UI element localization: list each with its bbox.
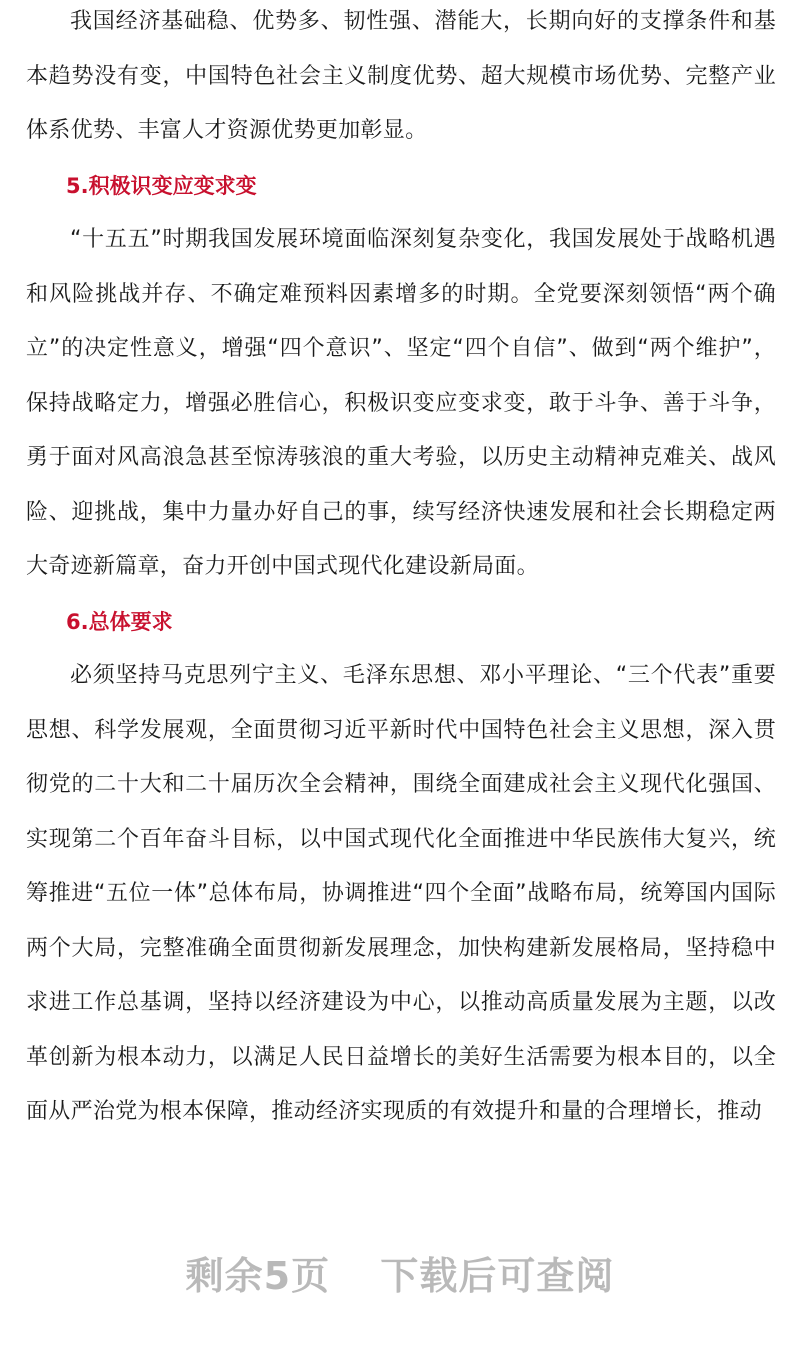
document-body <box>26 0 776 1140</box>
section-heading-6: 6.总体要求 <box>66 609 173 634</box>
remaining-pages-notice[interactable] <box>0 1245 800 1300</box>
section-heading-5: 5.积极识变应变求变 <box>66 173 257 198</box>
paragraph-economy-foundation: 我国经济基础稳、优势多、韧性强、潜能大，长期向好的支撑条件和基本趋势没有变，中国特色社会主义制度优势、超大规模市场优势、完整产业体系优势、丰富人才资源优势更加彰显。 <box>26 9 776 143</box>
paragraph-general-requirements: 必须坚持马克思列宁主义、毛泽东思想、邓小平理论、“三个代表”重要思想、科学发展观，全面贯彻习近平新时代中国特色社会主义思想，深入贯彻党的二十大和二十届历次全会精神，围绕全面建成社会主义现代化强国、实现第二个百年奋斗目标，以中国式现代化全面推进中华民族伟大复兴，统筹推进“五位一体”总体布局，协调推进“四个全面”战略布局，统筹国内国际两个大局，完整准确全面贯彻新发展理念，加快构建新发展格局，坚持稳中求进工作总基调，坚持以经济建设为中心，以推动高质量发展为主题，以改革创新为根本动力，以满足人民日益增长的美好生活需要为根本目的，以全面从严治党为根本保障，推动经济实现质的有效提升和量的合理增长，推动 <box>26 663 776 1124</box>
download-to-view-label: 下载后可查阅 <box>380 1254 615 1298</box>
paragraph-respond-to-change: “十五五”时期我国发展环境面临深刻复杂变化，我国发展处于战略机遇和风险挑战并存、不确定难预料因素增多的时期。全党要深刻领悟“两个确立”的决定性意义，增强“四个意识”、坚定“四个自信”、做到“两个维护”，保持战略定力，增强必胜信心，积极识变应变求变，敢于斗争、善于斗争，勇于面对风高浪急甚至惊涛骇浪的重大考验，以历史主动精神克难关、战风险、迎挑战，集中力量办好自己的事，续写经济快速发展和社会长期稳定两大奇迹新篇章，奋力开创中国式现代化建设新局面。 <box>26 227 776 579</box>
remaining-pages-label: 剩余5页 <box>185 1254 331 1298</box>
